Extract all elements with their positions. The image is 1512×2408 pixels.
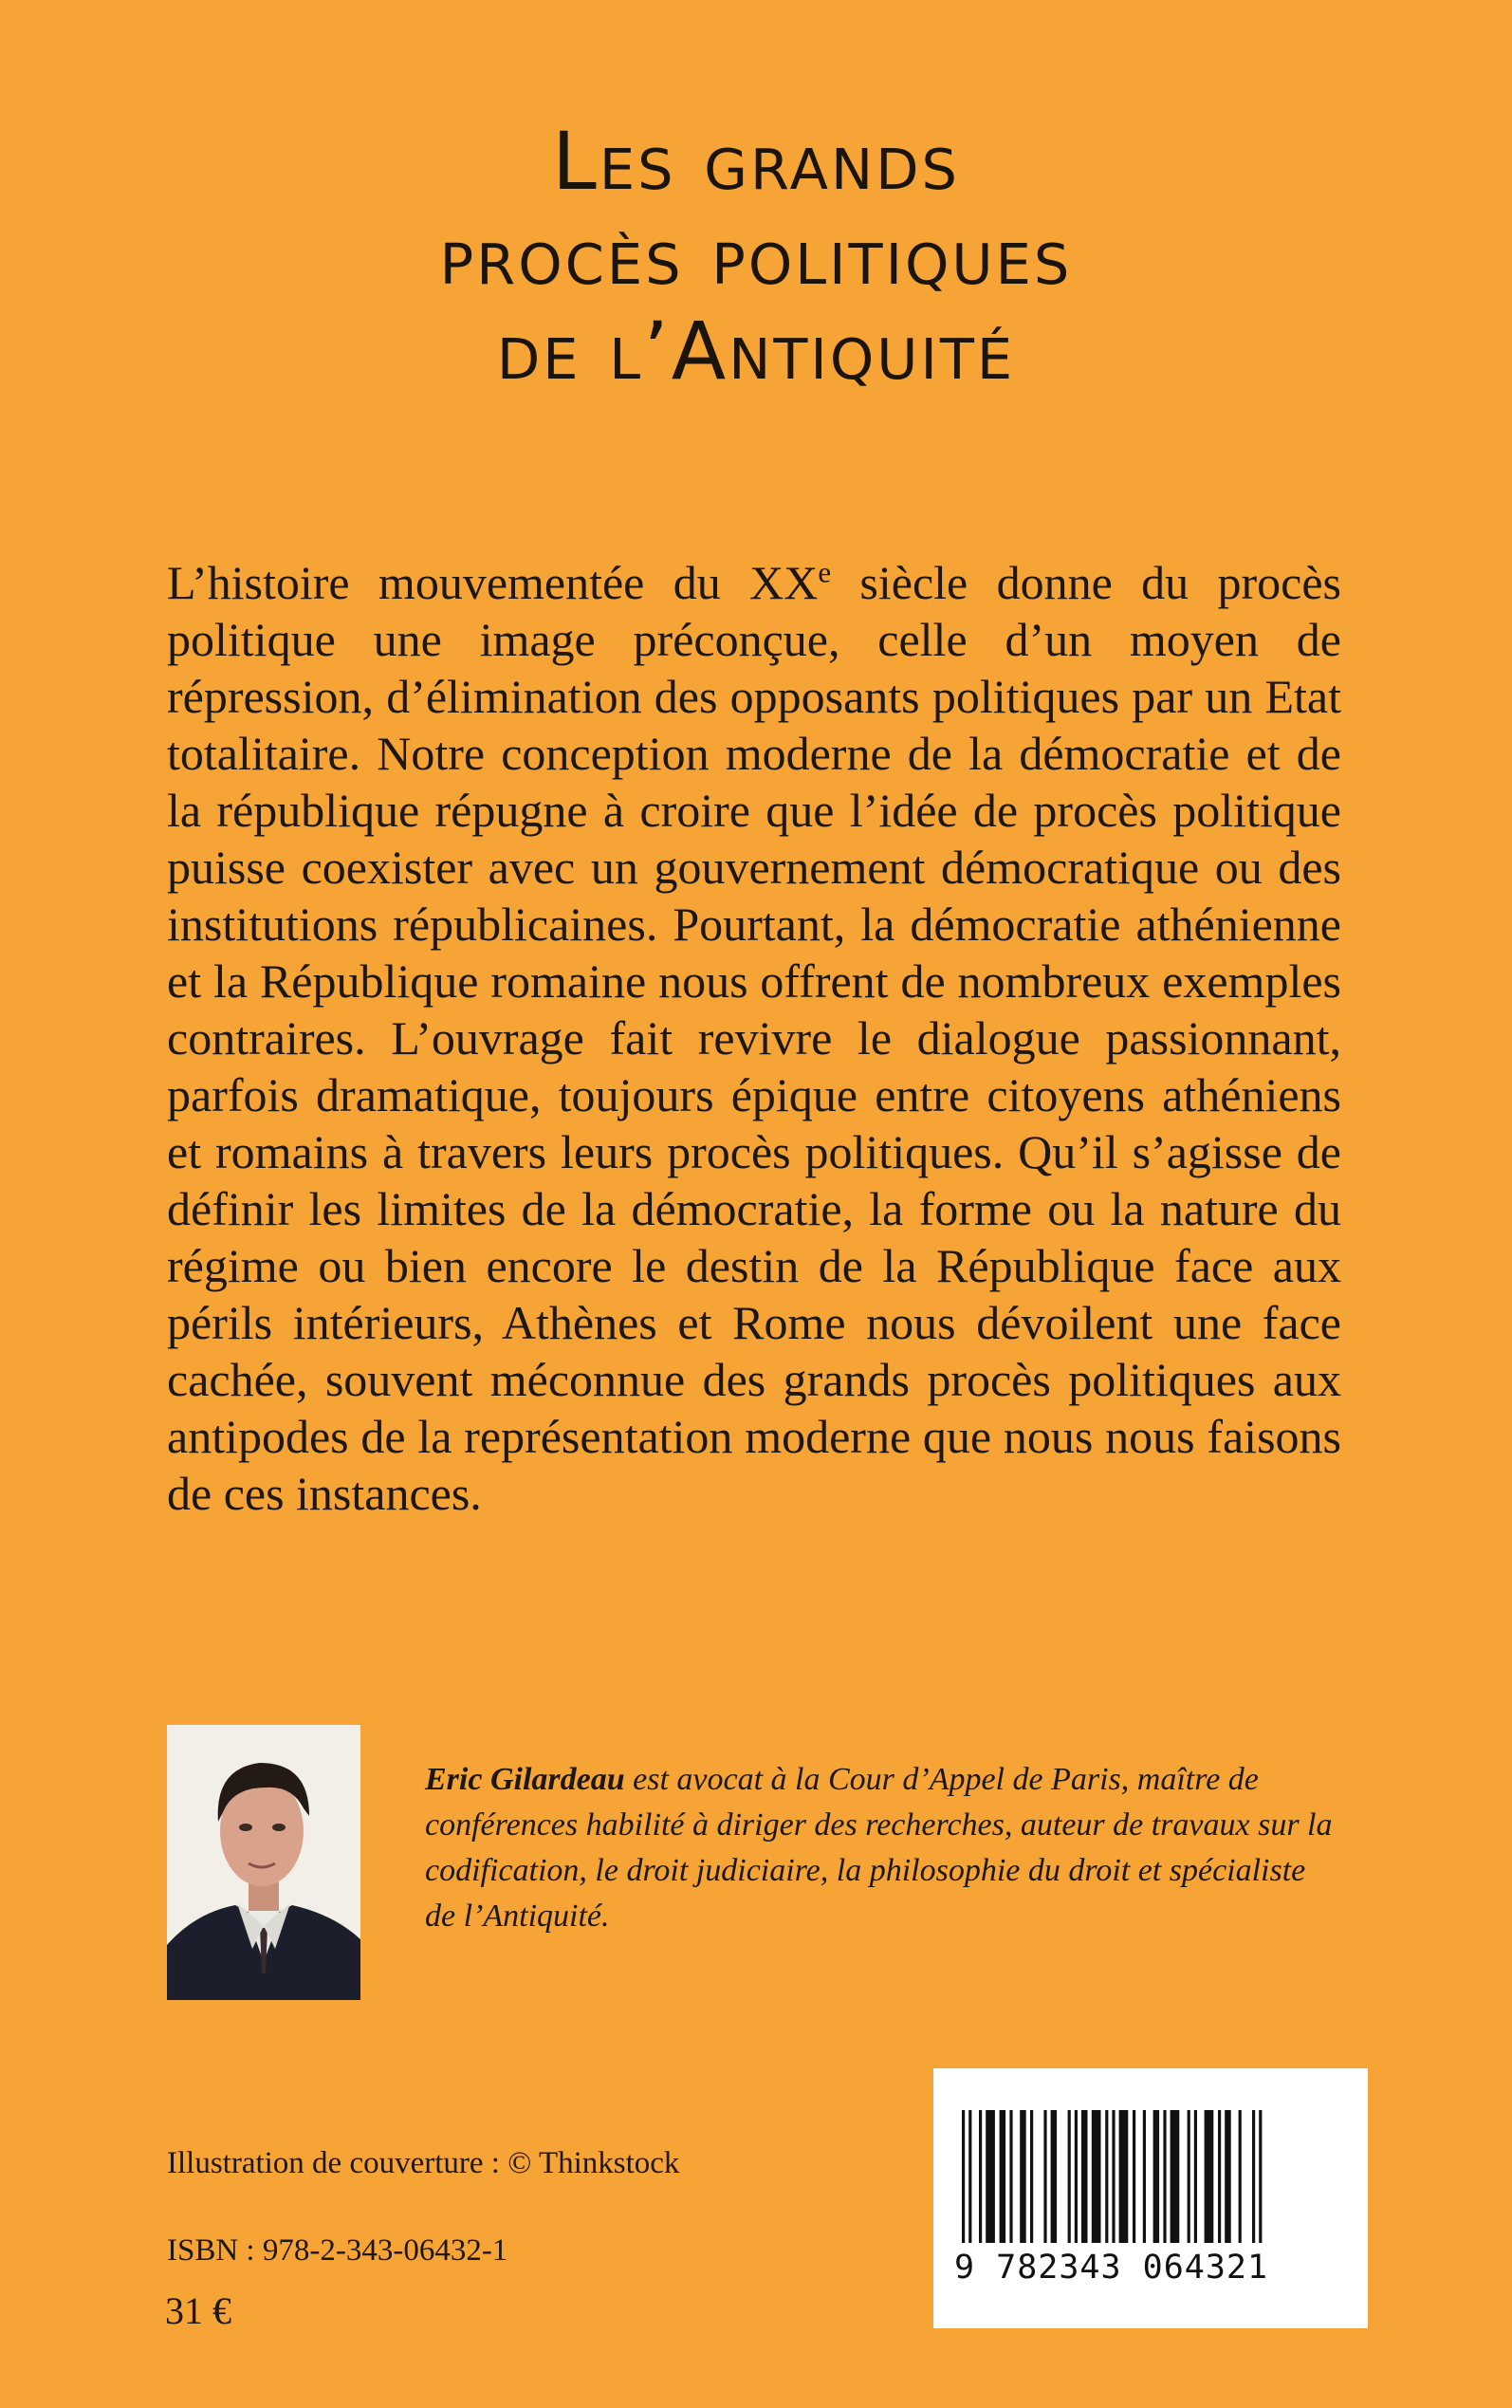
barcode-bar-28 xyxy=(1252,2110,1255,2243)
title-line-1: Les grands xyxy=(552,115,960,208)
barcode-bar-16 xyxy=(1119,2110,1129,2243)
barcode-bar-29 xyxy=(1259,2110,1262,2243)
barcode-bar-13 xyxy=(1092,2110,1101,2243)
author-portrait-image xyxy=(167,1725,360,2000)
barcode-bar-25 xyxy=(1218,2110,1221,2243)
blurb-start: L’histoire mouvementée du XX xyxy=(167,556,819,609)
barcode-bar-0 xyxy=(962,2110,965,2243)
title-line-3: de l’Antiquité xyxy=(496,305,1016,398)
author-bio xyxy=(425,1757,1341,1939)
century-superscript: e xyxy=(818,555,832,589)
barcode-bar-10 xyxy=(1068,2110,1071,2243)
barcode-bar-24 xyxy=(1205,2110,1214,2243)
barcode-bar-23 xyxy=(1194,2110,1197,2243)
title-line-2: procès politiques xyxy=(439,210,1073,303)
barcode-bar-22 xyxy=(1188,2110,1190,2243)
barcode-bar-14 xyxy=(1105,2110,1108,2243)
barcode-bar-5 xyxy=(1009,2110,1012,2243)
barcode-bars xyxy=(958,2110,1341,2252)
author-photo xyxy=(167,1725,360,2000)
barcode-bar-7 xyxy=(1030,2110,1033,2243)
barcode-bar-19 xyxy=(1153,2110,1160,2243)
isbn-text: ISBN : 978-2-343-06432-1 xyxy=(167,2233,508,2268)
barcode-bar-9 xyxy=(1051,2110,1058,2243)
barcode-bar-18 xyxy=(1143,2110,1146,2243)
barcode-bar-11 xyxy=(1075,2110,1078,2243)
barcode-bar-4 xyxy=(1000,2110,1006,2243)
barcode-bar-17 xyxy=(1133,2110,1135,2243)
barcode-bar-6 xyxy=(1020,2110,1026,2243)
book-title xyxy=(0,114,1512,398)
barcode-bar-3 xyxy=(986,2110,995,2243)
barcode-bar-12 xyxy=(1081,2110,1088,2243)
barcode xyxy=(933,2068,1368,2328)
book-blurb xyxy=(167,554,1341,1522)
barcode-bar-21 xyxy=(1171,2110,1180,2243)
barcode-digits: 9 782343 064321 xyxy=(954,2249,1269,2287)
barcode-bar-15 xyxy=(1112,2110,1115,2243)
barcode-bar-2 xyxy=(979,2110,982,2243)
barcode-bar-20 xyxy=(1163,2110,1166,2243)
barcode-bar-27 xyxy=(1239,2110,1242,2243)
price-label: 31 € xyxy=(165,2289,231,2332)
barcode-bar-26 xyxy=(1225,2110,1231,2243)
barcode-bar-8 xyxy=(1043,2110,1046,2243)
author-bio-text: est avocat à la Cour d’Appel de Paris, maître de conférences habilité à diriger des recherches, auteur de travaux sur la codification, le droit judiciaire, la philosophie du droit et spécialiste de l’Antiquité. xyxy=(425,1762,1333,1934)
illustration-credit: Illustration de couverture : © Thinkstock xyxy=(167,2146,680,2180)
barcode-bar-1 xyxy=(968,2110,971,2243)
blurb-rest: siècle donne du procès politique une image préconçue, celle d’un moyen de répression, d’élimination des opposants politiques par un Etat totalitaire. Notre conception moderne de la démocratie et de la république répugne à croire que l’idée de procès politique puisse coexister avec un gouvernement démocratique ou des institutions républicaines. Pourtant, la démocratie athénienne et la République romaine nous offrent de nombreux exemples contraires. L’ouvrage fait revivre le dialogue passionnant, parfois dramatique, toujours épique entre citoyens athéniens et romains à travers leurs procès politiques. Qu’il s’agisse de définir les limites de la démocratie, la forme ou la nature du régime ou bien encore le destin de la République face aux périls intérieurs, Athènes et Rome nous dévoilent une face cachée, souvent méconnue des grands procès politiques aux antipodes de la représentation moderne que nous nous faisons de ces instances. xyxy=(167,556,1341,1520)
author-name: Eric Gilardeau xyxy=(425,1762,625,1797)
